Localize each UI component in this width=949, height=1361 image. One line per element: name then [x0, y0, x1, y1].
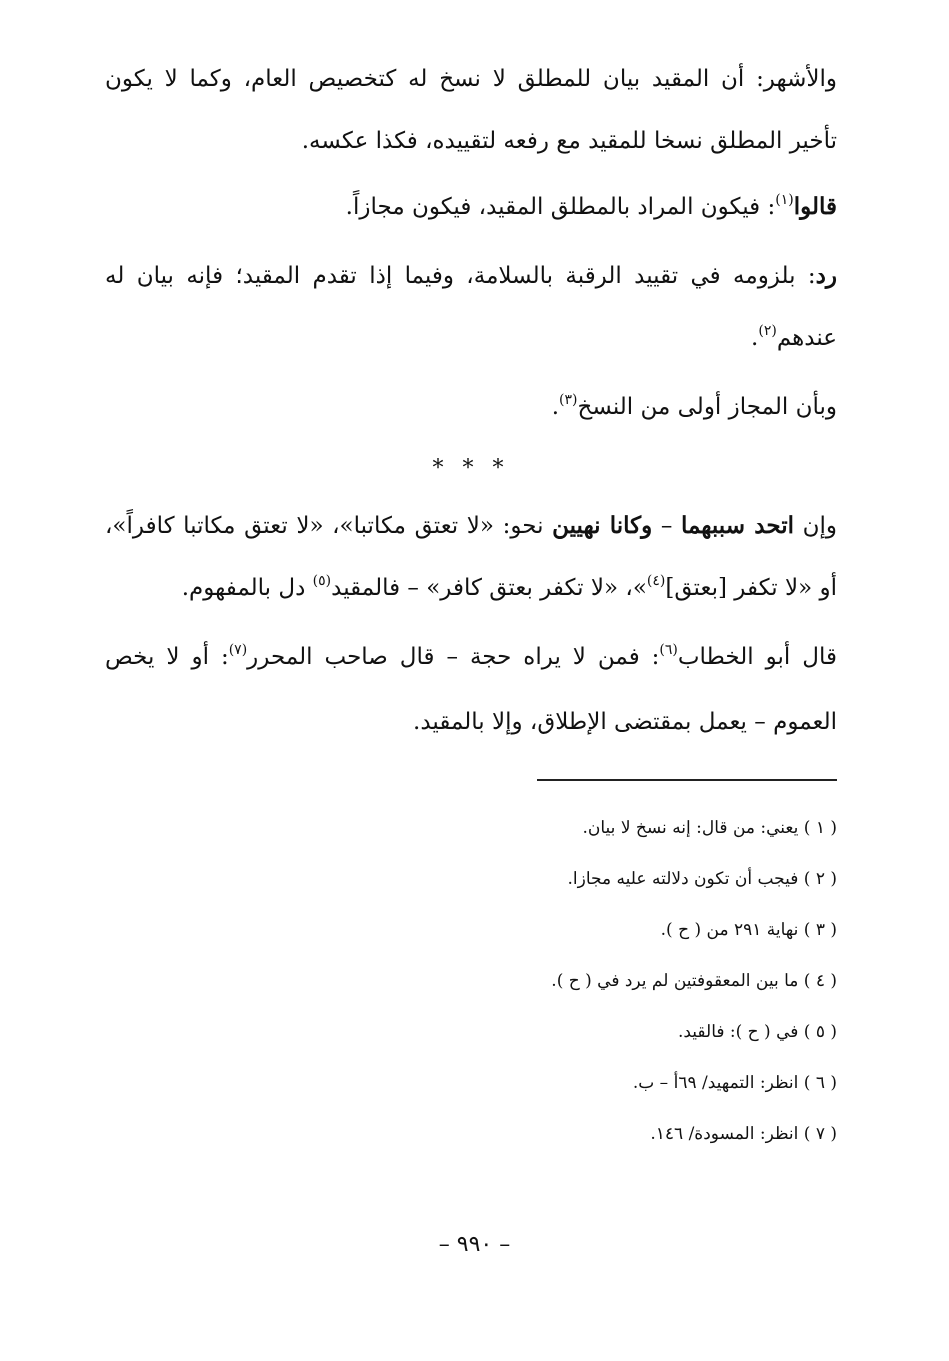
document-body — [105, 48, 837, 1160]
paragraph-3-text: : بلزومه في تقييد الرقبة بالسلامة، وفيما إذا تقدم المقيد؛ فإنه بيان له عندهم — [105, 263, 837, 351]
footnote-1: ( ١ ) يعني: من قال: إنه نسخ لا بيان. — [582, 818, 837, 838]
paragraph-5-bold-2: وكانا نهيين — [552, 512, 653, 539]
footnote-ref-4: (٤) — [646, 573, 666, 589]
paragraph-6-rest: : أو لا يخص العموم – يعمل بمقتضى الإطلاق، وإلا بالمقيد. — [105, 644, 837, 735]
paragraph-2-text: : فيكون المراد بالمطلق المقيد، فيكون مجازاً. — [345, 194, 776, 220]
paragraph-4 — [105, 376, 837, 441]
paragraph-4-tail: . — [551, 394, 560, 420]
footnote-ref-6: (٦) — [659, 642, 678, 658]
paragraph-2-bold: قالوا — [793, 193, 837, 220]
paragraph-2 — [105, 176, 837, 241]
paragraph-5-mid: – — [652, 513, 681, 539]
footnotes — [105, 803, 837, 1160]
footnote-4: ( ٤ ) ما بين المعقوفتين لم يرد في ( ح ). — [551, 971, 837, 991]
footnote-5: ( ٥ ) في ( ح ): فالقيد. — [677, 1022, 837, 1042]
footnote-6: ( ٦ ) انظر: التمهيد/ ٦٩أ – ب. — [632, 1073, 837, 1093]
paragraph-6 — [105, 626, 837, 753]
footnote-3: ( ٣ ) نهاية ٢٩١ من ( ح ). — [660, 920, 837, 940]
footnote-divider — [537, 779, 837, 781]
paragraph-6-mid: : فمن لا يراه حجة – قال صاحب المحرر — [247, 644, 660, 670]
footnote-ref-3: (٣) — [559, 392, 578, 408]
paragraph-3 — [105, 245, 837, 372]
paragraph-1 — [105, 48, 837, 172]
footnote-ref-2: (٢) — [758, 323, 777, 339]
paragraph-5-rest-2: »، «لا تكفر بعتق كافر» – فالمقيد — [331, 575, 647, 601]
section-separator: * * * — [432, 456, 510, 481]
footnote-ref-1: (١) — [775, 192, 794, 208]
footnote-7: ( ٧ ) انظر: المسودة/ ١٤٦. — [650, 1124, 837, 1144]
page-number: – ٩٩٠ – — [438, 1232, 511, 1257]
paragraph-1-text: والأشهر: أن المقيد بيان للمطلق لا نسخ له كتخصيص العام، وكما لا يكون تأخير المطلق نسخا للمقيد مع رفعه لتقييده، فكذا عكسه. — [105, 66, 837, 154]
footnote-2: ( ٢ ) فيجب أن تكون دلالته عليه مجازا. — [567, 869, 837, 889]
footnote-ref-5: (٥) — [312, 573, 332, 589]
paragraph-5-rest-1: نحو: «لا تعتق مكاتبا»، «لا تعتق مكاتبا كافراً»، أو «لا تكفر [بعتق] — [105, 513, 837, 601]
paragraph-5 — [105, 495, 837, 622]
paragraph-5-lead: وإن — [794, 513, 838, 539]
footnote-ref-7: (٧) — [228, 642, 248, 658]
paragraph-5-bold-1: اتحد سببهما — [680, 512, 795, 539]
paragraph-6-lead: قال أبو الخطاب — [677, 644, 837, 670]
paragraph-4-text: وبأن المجاز أولى من النسخ — [577, 394, 837, 420]
paragraph-3-bold: رد — [815, 262, 837, 289]
paragraph-3-tail: . — [751, 325, 759, 351]
paragraph-5-rest-3: دل بالمفهوم. — [181, 575, 313, 601]
